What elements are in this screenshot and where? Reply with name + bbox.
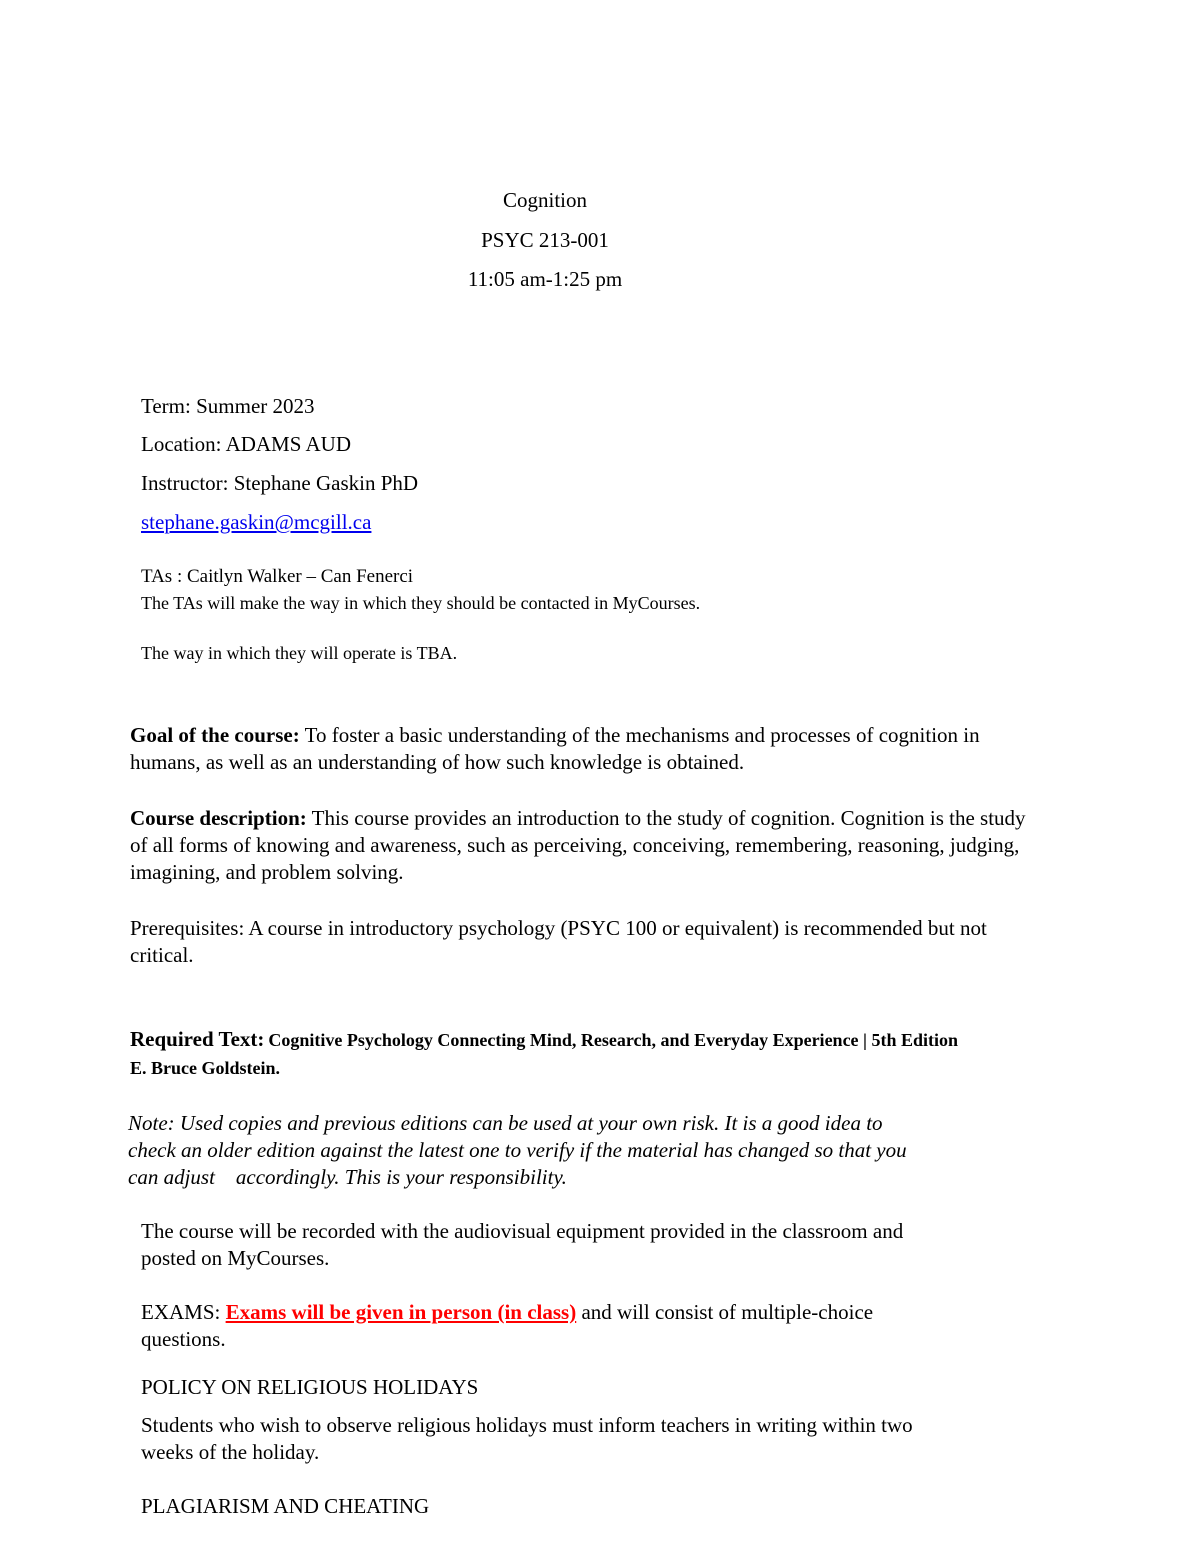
required-text-label: Required Text: bbox=[130, 1027, 265, 1051]
description-line2: of all forms of knowing and awareness, such as perceiving, conceiving, remembering, reasoning, judging, bbox=[130, 833, 1020, 857]
religious-line1: Students who wish to observe religious holidays must inform teachers in writing within two bbox=[141, 1413, 913, 1437]
description-label: Course description: bbox=[130, 806, 307, 830]
prerequisites-paragraph bbox=[130, 915, 987, 969]
description-line1: This course provides an introduction to the study of cognition. Cognition is the study bbox=[311, 806, 1026, 830]
prerequisites-line2: critical. bbox=[130, 943, 194, 967]
instructor-email-link[interactable]: stephane.gaskin@mcgill.ca bbox=[141, 510, 372, 534]
location-line: Location: ADAMS AUD bbox=[141, 432, 351, 456]
recording-paragraph bbox=[141, 1218, 903, 1272]
tas-contact-line: The TAs will make the way in which they should be contacted in MyCourses. bbox=[141, 593, 701, 613]
required-text-author: E. Bruce Goldstein. bbox=[130, 1058, 281, 1078]
recording-line2: posted on MyCourses. bbox=[141, 1246, 330, 1270]
recording-line1: The course will be recorded with the audiovisual equipment provided in the classroom and bbox=[141, 1219, 904, 1243]
tas-line: TAs : Caitlyn Walker – Can Fenerci bbox=[141, 566, 414, 587]
note-paragraph bbox=[128, 1110, 907, 1191]
exams-rest: and will consist of multiple-choice bbox=[581, 1300, 874, 1324]
goal-text-line2: humans, as well as an understanding of how such knowledge is obtained. bbox=[130, 750, 745, 774]
exams-paragraph bbox=[141, 1299, 873, 1353]
exams-label: EXAMS: bbox=[141, 1300, 221, 1324]
required-text-block bbox=[130, 1026, 958, 1081]
note-line1: Note: Used copies and previous editions can be used at your own risk. It is a good idea to bbox=[128, 1111, 883, 1135]
religious-line2: weeks of the holiday. bbox=[141, 1440, 320, 1464]
exams-line2: questions. bbox=[141, 1327, 226, 1351]
required-text-title: Cognitive Psychology Connecting Mind, Research, and Everyday Experience | 5th Edition bbox=[268, 1030, 959, 1050]
course-time: 11:05 am-1:25 pm bbox=[467, 267, 623, 291]
note-line2: check an older edition against the latest one to verify if the material has changed so that you bbox=[128, 1138, 907, 1162]
religious-heading: POLICY ON RELIGIOUS HOLIDAYS bbox=[141, 1375, 479, 1399]
note-line3: can adjust accordingly. This is your responsibility. bbox=[128, 1165, 567, 1189]
description-paragraph bbox=[130, 805, 1026, 886]
course-name: Cognition bbox=[502, 188, 587, 212]
course-code: PSYC 213-001 bbox=[481, 228, 609, 252]
instructor-line: Instructor: Stephane Gaskin PhD bbox=[141, 471, 419, 495]
term-line: Term: Summer 2023 bbox=[141, 394, 315, 418]
prerequisites-line1: Prerequisites: A course in introductory psychology (PSYC 100 or equivalent) is recommended but not bbox=[130, 916, 987, 940]
goal-label: Goal of the course: bbox=[130, 723, 300, 747]
tas-operate-line: The way in which they will operate is TBA. bbox=[141, 643, 458, 663]
religious-paragraph bbox=[141, 1412, 913, 1466]
goal-paragraph bbox=[130, 722, 980, 776]
goal-text-line1: To foster a basic understanding of the mechanisms and processes of cognition in bbox=[304, 723, 980, 747]
plagiarism-heading: PLAGIARISM AND CHEATING bbox=[141, 1494, 430, 1518]
exams-highlight: Exams will be given in person (in class) bbox=[225, 1300, 577, 1324]
description-line3: imagining, and problem solving. bbox=[130, 860, 404, 884]
